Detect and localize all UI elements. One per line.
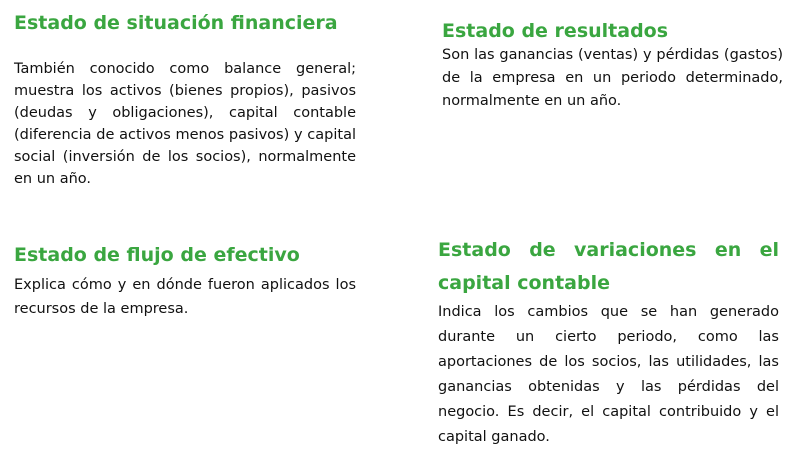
section-text: Son las ganancias (ventas) y pérdidas (gastos) de la empresa en un periodo determinado, normalmente en un año.	[442, 47, 783, 109]
section-estado-flujo-efectivo	[14, 242, 356, 321]
section-title: Estado de flujo de efectivo	[14, 244, 300, 266]
section-title: Estado de variaciones en el capital contable	[438, 239, 779, 294]
section-title: Estado de resultados	[442, 20, 669, 42]
section-estado-variaciones-capital	[438, 234, 779, 450]
section-text: Explica cómo y en dónde fueron aplicados los recursos de la empresa.	[14, 277, 356, 317]
section-text: También conocido como balance general; muestra los activos (bienes propios), pasivos (deudas y obligaciones), capital contable (diferencia de activos menos pasivos) y capital social (inversión de los socios), normalmente en un año.	[14, 61, 356, 187]
section-text: Indica los cambios que se han generado durante un cierto periodo, como las aportaciones de los socios, las utilidades, las ganancias obtenidas y las pérdidas del negocio. Es decir, el capital contribuido y el capital ganado.	[438, 304, 779, 445]
section-estado-situacion-financiera	[14, 10, 356, 190]
section-estado-resultados	[442, 18, 783, 113]
section-title: Estado de situación financiera	[14, 12, 338, 34]
